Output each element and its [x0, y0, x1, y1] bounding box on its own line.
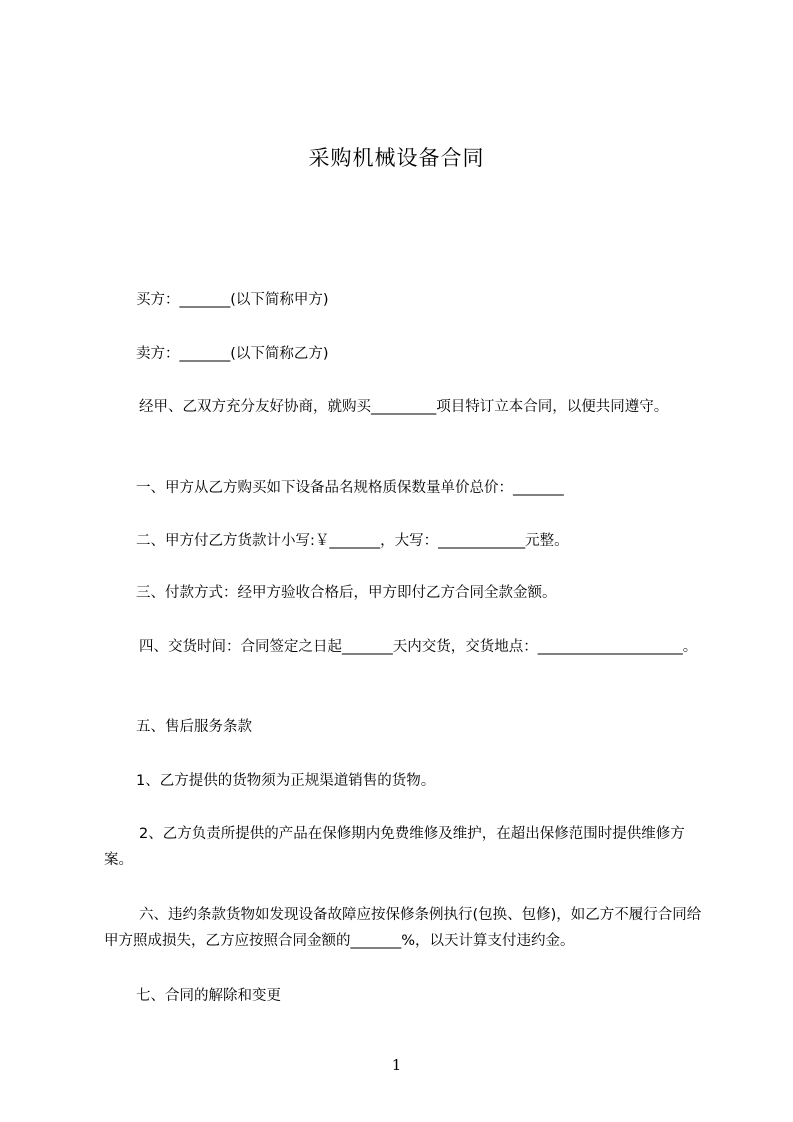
clause-5-item-1: 1、乙方提供的货物须为正规渠道销售的货物。: [136, 773, 436, 789]
seller-line: 卖方：_______(以下简称乙方): [136, 346, 329, 362]
clause-5-item-2: 2、乙方负责所提供的产品在保修期内免费维修及维护，在超出保修范围时提供维修方案。: [104, 826, 685, 868]
intro-paragraph: 经甲、乙双方充分友好协商，就购买_________项目特订立本合同，以便共同遵守。: [139, 399, 669, 415]
clause-2: 二、甲方付乙方货款计小写:￥_______，大写：____________元整。: [136, 533, 569, 549]
clause-4: 四、交货时间：合同签定之日起_______天内交货，交货地点：____________________。: [139, 639, 698, 655]
document-title: 采购机械设备合同: [308, 146, 485, 170]
page-number: 1: [391, 1056, 402, 1074]
clause-7-heading: 七、合同的解除和变更: [136, 988, 281, 1004]
clause-5-heading: 五、售后服务条款: [136, 719, 252, 735]
clause-1: 一、甲方从乙方购买如下设备品名规格质保数量单价总价：_______: [136, 480, 564, 496]
clause-3: 三、付款方式：经甲方验收合格后，甲方即付乙方合同全款金额。: [136, 585, 557, 601]
buyer-line: 买方：_______(以下简称甲方): [136, 292, 329, 308]
clause-6: 六、违约条款货物如发现设备故障应按保修条例执行(包换、包修)，如乙方不履行合同给甲方照成损失，乙方应按照合同金额的_______%，以天计算支付违约金。: [104, 907, 702, 949]
